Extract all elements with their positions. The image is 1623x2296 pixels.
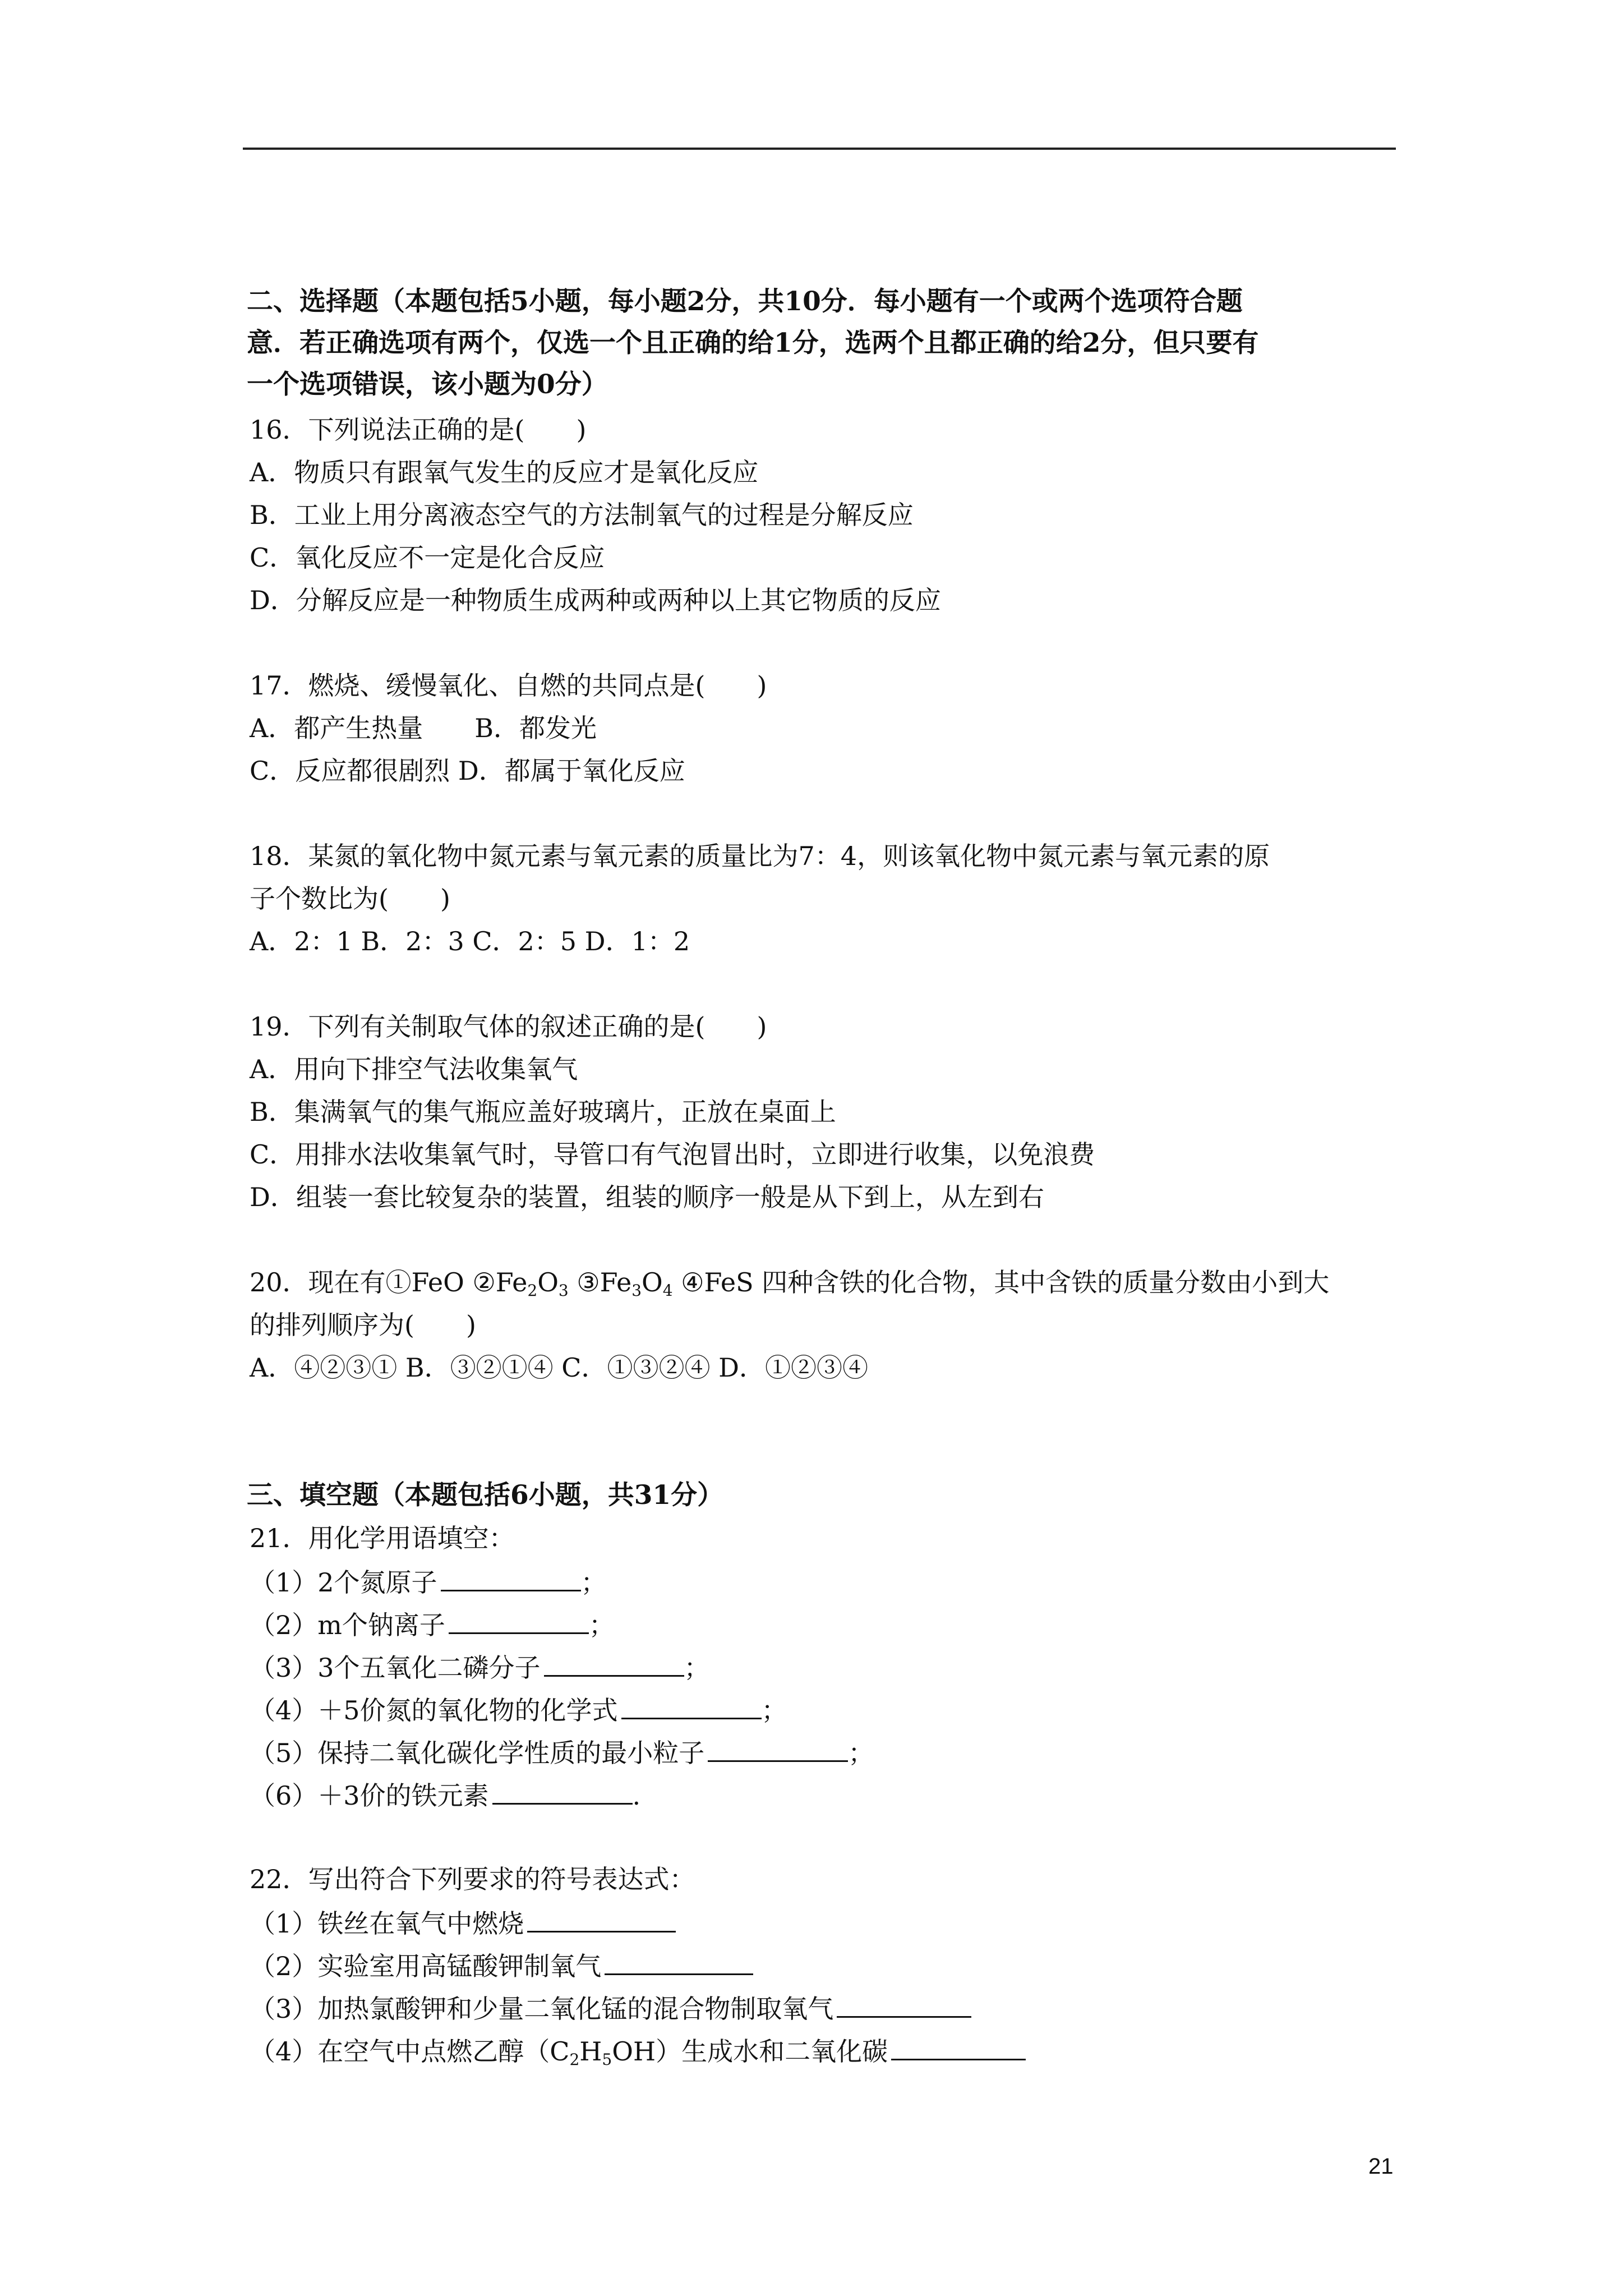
q21-item-text: （3）3个五氧化二磷分子 — [250, 1653, 541, 1683]
q19-option-c: C．用排水法收集氧气时，导管口有气泡冒出时，立即进行收集，以免浪费 — [250, 1139, 1095, 1170]
q20-sub: 3 — [558, 1281, 569, 1300]
q21-item-end: ； — [761, 1695, 787, 1726]
q16-option-c: C．氧化反应不一定是化合反应 — [250, 542, 605, 573]
q20-mid: ③Fe — [568, 1267, 632, 1297]
q22-item-4 — [250, 2033, 1026, 2077]
header-rule — [243, 148, 1396, 150]
answer-blank[interactable] — [544, 1649, 684, 1677]
q19-option-a: A．用向下排空气法收集氧气 — [250, 1054, 578, 1084]
q19-stem: 19．下列有关制取气体的叙述正确的是( ) — [250, 1011, 767, 1042]
answer-blank[interactable] — [621, 1692, 762, 1719]
q16-option-d: D．分解反应是一种物质生成两种或两种以上其它物质的反应 — [250, 585, 941, 615]
q20-suffix: ④FeS 四种含铁的化合物，其中含铁的质量分数由小到大 — [672, 1267, 1330, 1297]
q21-item-text: （4）＋5价氮的氧化物的化学式 — [250, 1695, 618, 1726]
q21-item-end: . — [632, 1780, 641, 1811]
q19-option-b: B．集满氧气的集气瓶应盖好玻璃片，正放在桌面上 — [250, 1097, 836, 1127]
q21-item-1 — [250, 1564, 607, 1599]
q20-stem-line1 — [250, 1266, 1329, 1308]
q22-sub: 2 — [569, 2050, 580, 2069]
q20-sub: 2 — [527, 1281, 538, 1300]
q22-sub: 5 — [602, 2050, 612, 2069]
q22-item-text: H — [579, 2036, 602, 2067]
q17-options-ab: A．都产生热量 B．都发光 — [250, 713, 597, 743]
q21-stem: 21．用化学用语填空： — [250, 1523, 515, 1553]
page-number: 21 — [1368, 2154, 1394, 2179]
answer-blank[interactable] — [527, 1905, 676, 1932]
answer-blank[interactable] — [492, 1777, 633, 1805]
q21-item-text: （1）2个氮原子 — [250, 1567, 437, 1598]
q22-item-text: （4）在空气中点燃乙醇（C — [250, 2036, 570, 2067]
q19-option-d: D．组装一套比较复杂的装置，组装的顺序一般是从下到上，从左到右 — [250, 1182, 1044, 1212]
q16-stem: 16．下列说法正确的是( ) — [250, 415, 587, 445]
q21-item-text: （2）m个钠离子 — [250, 1610, 445, 1640]
q22-item-text: OH）生成水和二氧化碳 — [612, 2036, 888, 2067]
q20-options: A．④②③① B．③②①④ C．①③②④ D．①②③④ — [250, 1352, 868, 1383]
section2-heading-line1: 二、选择题（本题包括5小题，每小题2分，共10分．每小题有一个或两个选项符合题 — [247, 286, 1243, 317]
q21-item-6 — [250, 1777, 640, 1812]
q21-item-text: （5）保持二氧化碳化学性质的最小粒子 — [250, 1738, 705, 1768]
q17-options-cd: C．反应都很剧烈 D．都属于氧化反应 — [250, 756, 685, 786]
q18-options: A．2：1 B．2：3 C．2：5 D．1：2 — [250, 926, 690, 956]
q20-prefix: 20．现在有①FeO ②Fe — [250, 1267, 528, 1297]
q21-item-text: （6）＋3价的铁元素 — [250, 1780, 489, 1811]
q21-item-end: ； — [684, 1653, 710, 1683]
section3-heading: 三、填空题（本题包括6小题，共31分） — [247, 1480, 724, 1511]
q22-item-3 — [250, 1990, 971, 2026]
answer-blank[interactable] — [708, 1734, 848, 1762]
section2-heading-line3: 一个选项错误，该小题为0分） — [247, 369, 608, 400]
q21-item-5 — [250, 1734, 874, 1770]
q18-stem-line2: 子个数比为( ) — [250, 884, 450, 914]
q22-item-1 — [250, 1905, 676, 1940]
q20-sub: 3 — [631, 1281, 642, 1300]
section2-heading-line2: 意．若正确选项有两个，仅选一个且正确的给1分，选两个且都正确的给2分，但只要有 — [247, 328, 1259, 358]
q22-item-text: （2）实验室用高锰酸钾制氧气 — [250, 1951, 602, 1981]
q20-stem-line2: 的排列顺序为( ) — [250, 1310, 476, 1340]
answer-blank[interactable] — [837, 1990, 971, 2018]
q16-option-a: A．物质只有跟氧气发生的反应才是氧化反应 — [250, 457, 759, 487]
q21-item-end: ； — [848, 1738, 874, 1768]
answer-blank[interactable] — [605, 1948, 753, 1975]
q16-option-b: B．工业上用分离液态空气的方法制氧气的过程是分解反应 — [250, 500, 914, 530]
q21-item-3 — [250, 1649, 710, 1685]
q21-item-end: ； — [580, 1567, 607, 1598]
q20-o: O — [537, 1267, 559, 1297]
q20-sub: 4 — [662, 1281, 673, 1300]
answer-blank[interactable] — [449, 1607, 589, 1634]
q22-item-text: （1）铁丝在氧气中燃烧 — [250, 1908, 524, 1939]
q22-item-2 — [250, 1948, 753, 1983]
q22-stem: 22．写出符合下列要求的符号表达式： — [250, 1864, 695, 1894]
q21-item-end: ； — [588, 1610, 615, 1640]
q17-stem: 17．燃烧、缓慢氧化、自燃的共同点是( ) — [250, 670, 767, 701]
answer-blank[interactable] — [891, 2033, 1026, 2060]
q22-item-text: （3）加热氯酸钾和少量二氧化锰的混合物制取氧气 — [250, 1994, 834, 2024]
q21-item-4 — [250, 1692, 787, 1727]
q21-item-2 — [250, 1607, 615, 1642]
q20-o: O — [642, 1267, 663, 1297]
answer-blank[interactable] — [441, 1564, 581, 1591]
q18-stem-line1: 18．某氮的氧化物中氮元素与氧元素的质量比为7：4，则该氧化物中氮元素与氧元素的原 — [250, 841, 1270, 871]
